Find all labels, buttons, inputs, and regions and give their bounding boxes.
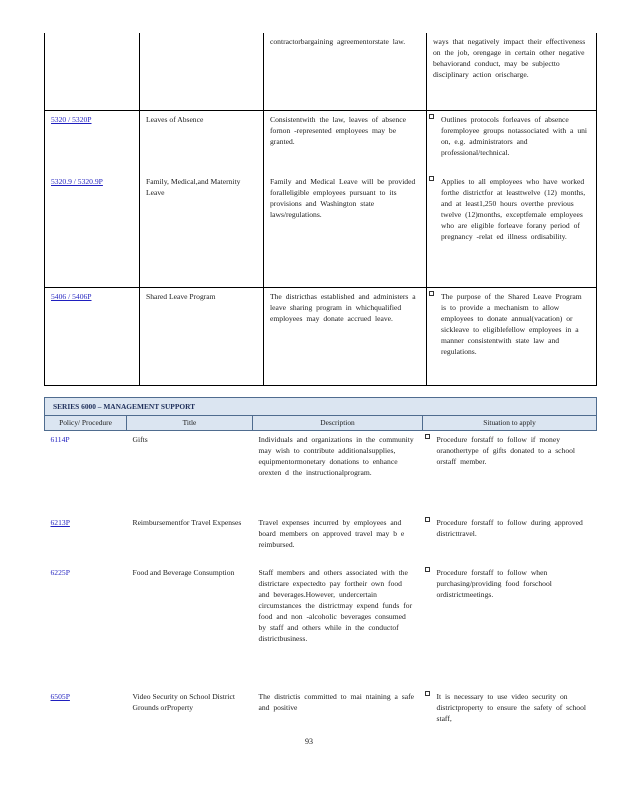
table-row: [45, 33, 597, 110]
leaves-policy-table: [44, 33, 597, 386]
checkbox-bullet-icon: [425, 517, 430, 522]
policy-title-cell: Food and Beverage Consumption: [132, 567, 235, 577]
policy-link-5320-9[interactable]: 5320.9 / 5320.9P: [51, 177, 103, 186]
table-row: [45, 688, 597, 728]
policy-situation-cell: Procedure forstaff to follow when purchasing/providing food forschool ordistrictmeetings.: [423, 564, 597, 688]
policy-description-cell: The districthas established and administers a leave sharing program in whichqualified employees may donate accrued leave.: [264, 287, 427, 385]
policy-description-cell: Travel expenses incurred by employees and board members on approved travel may b e reimbursed.: [258, 517, 405, 549]
checkbox-bullet-icon: [429, 176, 434, 181]
column-header-row: [45, 416, 597, 431]
checkbox-bullet-icon: [425, 567, 430, 572]
table-row: [45, 514, 597, 564]
policy-code-cell: [45, 287, 140, 385]
policy-link-6114[interactable]: 6114P: [50, 435, 70, 444]
policy-code-cell: [45, 33, 140, 110]
policy-code-cell: [45, 431, 127, 514]
policy-description-cell: Staff members and others associated with the districtare expectedto pay fortheir own food and beverages.However, undercertain circumstances the districtmay expend funds for food and non -alcoholic beverages consumed by staff and others while in the conductof districtbusiness.: [258, 567, 413, 643]
policy-situation-cell: Applies to all employees who have worked forthe districtfor at leasttwelve (12) months, and at least1,250 hours overthe previous twelve (12)months, exceptfemale employees who are eligible forleave forany period of pregnancy -relat ed illness ordisability.: [427, 173, 597, 287]
policy-title-cell: Leaves of Absence: [140, 110, 264, 173]
policy-link-6505[interactable]: 6505P: [50, 691, 70, 701]
table-row: [45, 431, 597, 514]
policy-link-5406[interactable]: 5406 / 5406P: [51, 291, 92, 301]
policy-description-cell: The districtis committed to mai ntaining a safe and positive: [258, 691, 415, 712]
policy-situation-cell: It is necessary to use video security on districtproperty to ensure the safety of school staff,: [423, 688, 597, 728]
policy-description-cell: Family and Medical Leave will be provided foralleligible employees pursuant to its provisions and Washington state laws/regulations.: [264, 173, 427, 287]
checkbox-bullet-icon: [425, 691, 430, 696]
policy-situation-cell: Procedure forstaff to follow during approved districttravel.: [423, 514, 597, 564]
policy-situation-cell: ways that negatively impact their effectiveness on the job, orengage in certain other negative behaviorand conduct, may be subjectto disciplinary action orischarge.: [427, 33, 597, 110]
policy-code-cell: [45, 688, 127, 728]
column-header-situation: Situation to apply: [423, 416, 597, 431]
policy-code-cell: [45, 110, 140, 173]
policy-title-cell: Gifts: [132, 435, 148, 444]
policy-link-6225[interactable]: 6225P: [50, 567, 70, 577]
column-header-policy: Policy/ Procedure: [45, 416, 127, 431]
policy-link-5320[interactable]: 5320 / 5320P: [51, 114, 92, 124]
series-heading-row: [45, 398, 597, 416]
policy-title-cell: Video Security on School District Grounds orProperty: [132, 691, 235, 712]
policy-description-cell: Individuals and organizations in the community may wish to contribute additionalsupplies, equipmentormonetary donations to enhance orexten d the instructionalprogram.: [258, 435, 414, 477]
table-row: [45, 287, 597, 385]
policy-title-cell: Family, Medical,and Maternity Leave: [140, 173, 264, 287]
policy-title-cell: [140, 33, 264, 110]
policy-title-cell: Reimbursementfor Travel Expenses: [132, 517, 242, 527]
column-header-description: Description: [253, 416, 423, 431]
series-heading: SERIES 6000 – MANAGEMENT SUPPORT: [45, 398, 597, 416]
policy-code-cell: [45, 514, 127, 564]
checkbox-bullet-icon: [425, 434, 430, 439]
policy-situation-cell: Outlines protocols forleaves of absence foremployee groups notassociated with a uni on, e.g. administrators and professional/technical.: [427, 110, 597, 173]
policy-description-cell: contractorbargaining agreementorstate law.: [264, 33, 427, 110]
checkbox-bullet-icon: [429, 291, 434, 296]
policy-situation-cell: The purpose of the Shared Leave Program is to provide a mechanism to allow employees to donate annual(vacation) or sickleave to eligiblefellow employees in a manner consistentwith state law and regulations.: [427, 287, 597, 385]
checkbox-bullet-icon: [429, 114, 434, 119]
table-row: [45, 564, 597, 688]
policy-link-6213[interactable]: 6213P: [50, 517, 70, 527]
policy-code-cell: [45, 173, 140, 287]
column-header-title: Title: [127, 416, 253, 431]
policy-code-cell: [45, 564, 127, 688]
policy-title-cell: Shared Leave Program: [140, 287, 264, 385]
series-6000-table: [44, 397, 597, 728]
policy-situation-cell: Procedure forstaff to follow if money oranothertype of gifts donated to a school orstaff member.: [423, 431, 597, 514]
table-row: [45, 173, 597, 287]
table-row: [45, 110, 597, 173]
page-number: 93: [305, 737, 313, 746]
policy-description-cell: Consistentwith the law, leaves of absence fornon -represented employees may be granted.: [264, 110, 427, 173]
